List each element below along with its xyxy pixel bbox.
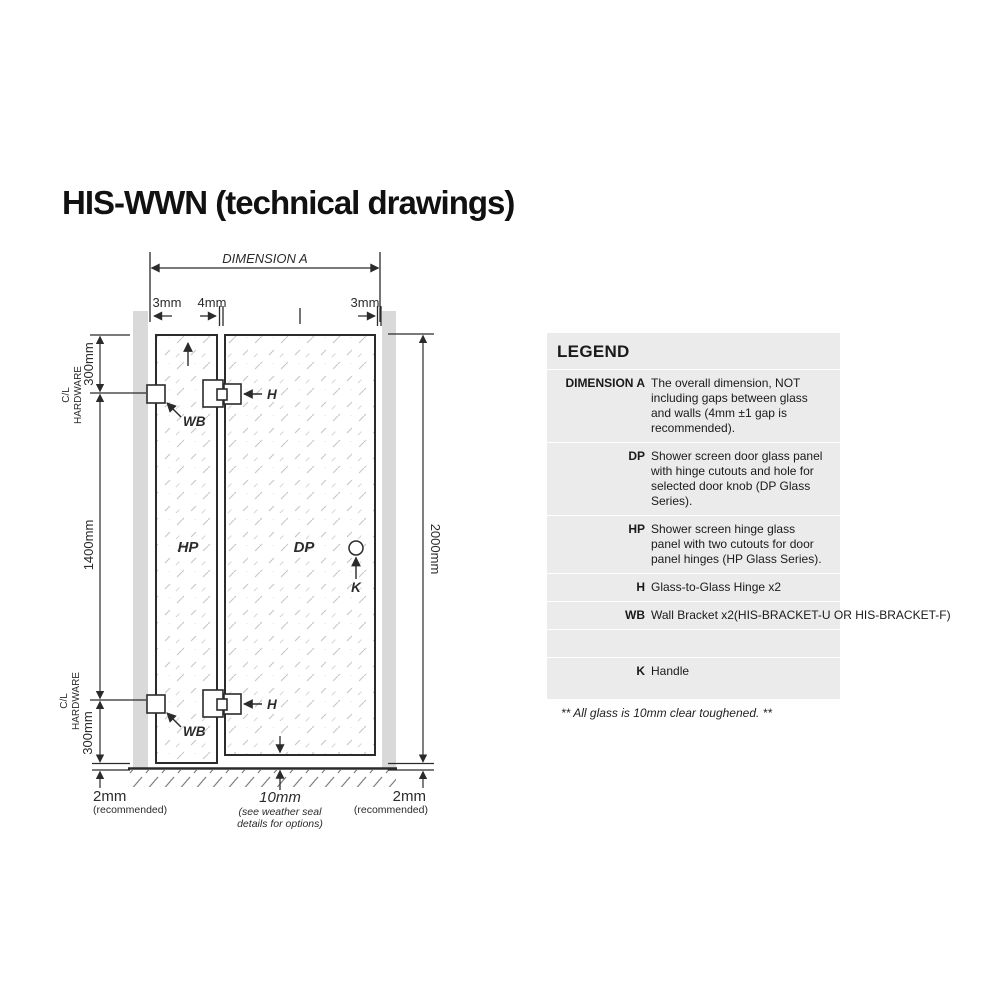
legend-desc: Handle (651, 664, 690, 678)
hinge-top (203, 380, 241, 407)
handle-knob (349, 541, 363, 555)
legend-row-spacer (547, 629, 840, 657)
legend-row-k (547, 657, 840, 685)
top-gap-dimensions (154, 306, 381, 326)
bottom-offset-label: 300mm (80, 711, 95, 755)
legend-term: K (636, 664, 645, 678)
legend-title: LEGEND (557, 342, 630, 361)
glass-footnote: ** All glass is 10mm clear toughened. ** (561, 706, 772, 720)
gap-middle-label: 4mm (197, 295, 227, 310)
floor-hatching (129, 770, 396, 787)
hinge-bottom-label: H (267, 697, 277, 712)
legend-desc: Wall Bracket x2(HIS-BRACKET-U OR HIS-BRACKET-F) (651, 608, 951, 622)
gap-left-label: 3mm (152, 295, 182, 310)
door-floor-gap-note-2: details for options) (237, 818, 323, 830)
top-offset-label: 300mm (81, 342, 96, 386)
door-panel-label: DP (293, 539, 315, 556)
legend-desc: Shower screen hinge glass panel with two cutouts for door panel hinges (HP Glass Series). (651, 522, 822, 566)
wall-bracket-bottom (147, 695, 165, 713)
wall-right (382, 311, 396, 768)
floor-gap-left-note: (recommended) (93, 804, 168, 816)
legend-term: DP (628, 449, 645, 463)
hinge-top-label: H (267, 387, 277, 402)
legend-desc: Shower screen door glass panel with hinge cutouts and hole for selected door knob (DP Glass Series). (651, 449, 823, 508)
cl-hardware-bottom-2: HARDWARE (71, 672, 82, 730)
door-floor-gap-note-1: (see weather seal (238, 806, 322, 818)
overall-height-label: 2000mm (428, 523, 443, 575)
legend-term: WB (625, 608, 645, 622)
page-title: HIS-WWN (technical drawings) (62, 184, 515, 221)
legend-row-hp (547, 515, 840, 573)
wall-bracket-top (147, 385, 165, 403)
legend-panel (547, 333, 951, 699)
legend-row-dimension-a (547, 369, 840, 442)
legend-term: DIMENSION A (565, 376, 645, 390)
legend-row-wb (547, 601, 951, 629)
bracket-bottom-label: WB (183, 724, 206, 739)
floor-gap-right-label: 2mm (392, 788, 426, 805)
middle-span-label: 1400mm (81, 519, 96, 571)
legend-term: H (636, 580, 645, 594)
cl-hardware-top-1: C/L (61, 387, 72, 403)
cl-hardware-bottom-1: C/L (59, 693, 70, 709)
bracket-top-label: WB (183, 414, 206, 429)
legend-desc: The overall dimension, NOT including gaps between glass and walls (4mm ±1 gap is recommended). (651, 376, 808, 435)
legend-row-h (547, 573, 840, 601)
door-floor-gap-label: 10mm (259, 789, 301, 806)
legend-row-dp (547, 442, 840, 515)
legend-desc: Glass-to-Glass Hinge x2 (651, 580, 782, 594)
gap-right-label: 3mm (350, 295, 380, 310)
floor-gap-left-label: 2mm (93, 788, 127, 805)
handle-label: K (351, 580, 361, 595)
technical-drawing (40, 240, 500, 850)
hinge-panel-label: HP (177, 539, 199, 556)
legend-term: HP (628, 522, 645, 536)
cl-hardware-top-2: HARDWARE (73, 366, 84, 424)
floor-gap-right-note: (recommended) (353, 804, 428, 816)
hinge-bottom (203, 690, 241, 717)
dimension-a-label: DIMENSION A (222, 251, 308, 266)
